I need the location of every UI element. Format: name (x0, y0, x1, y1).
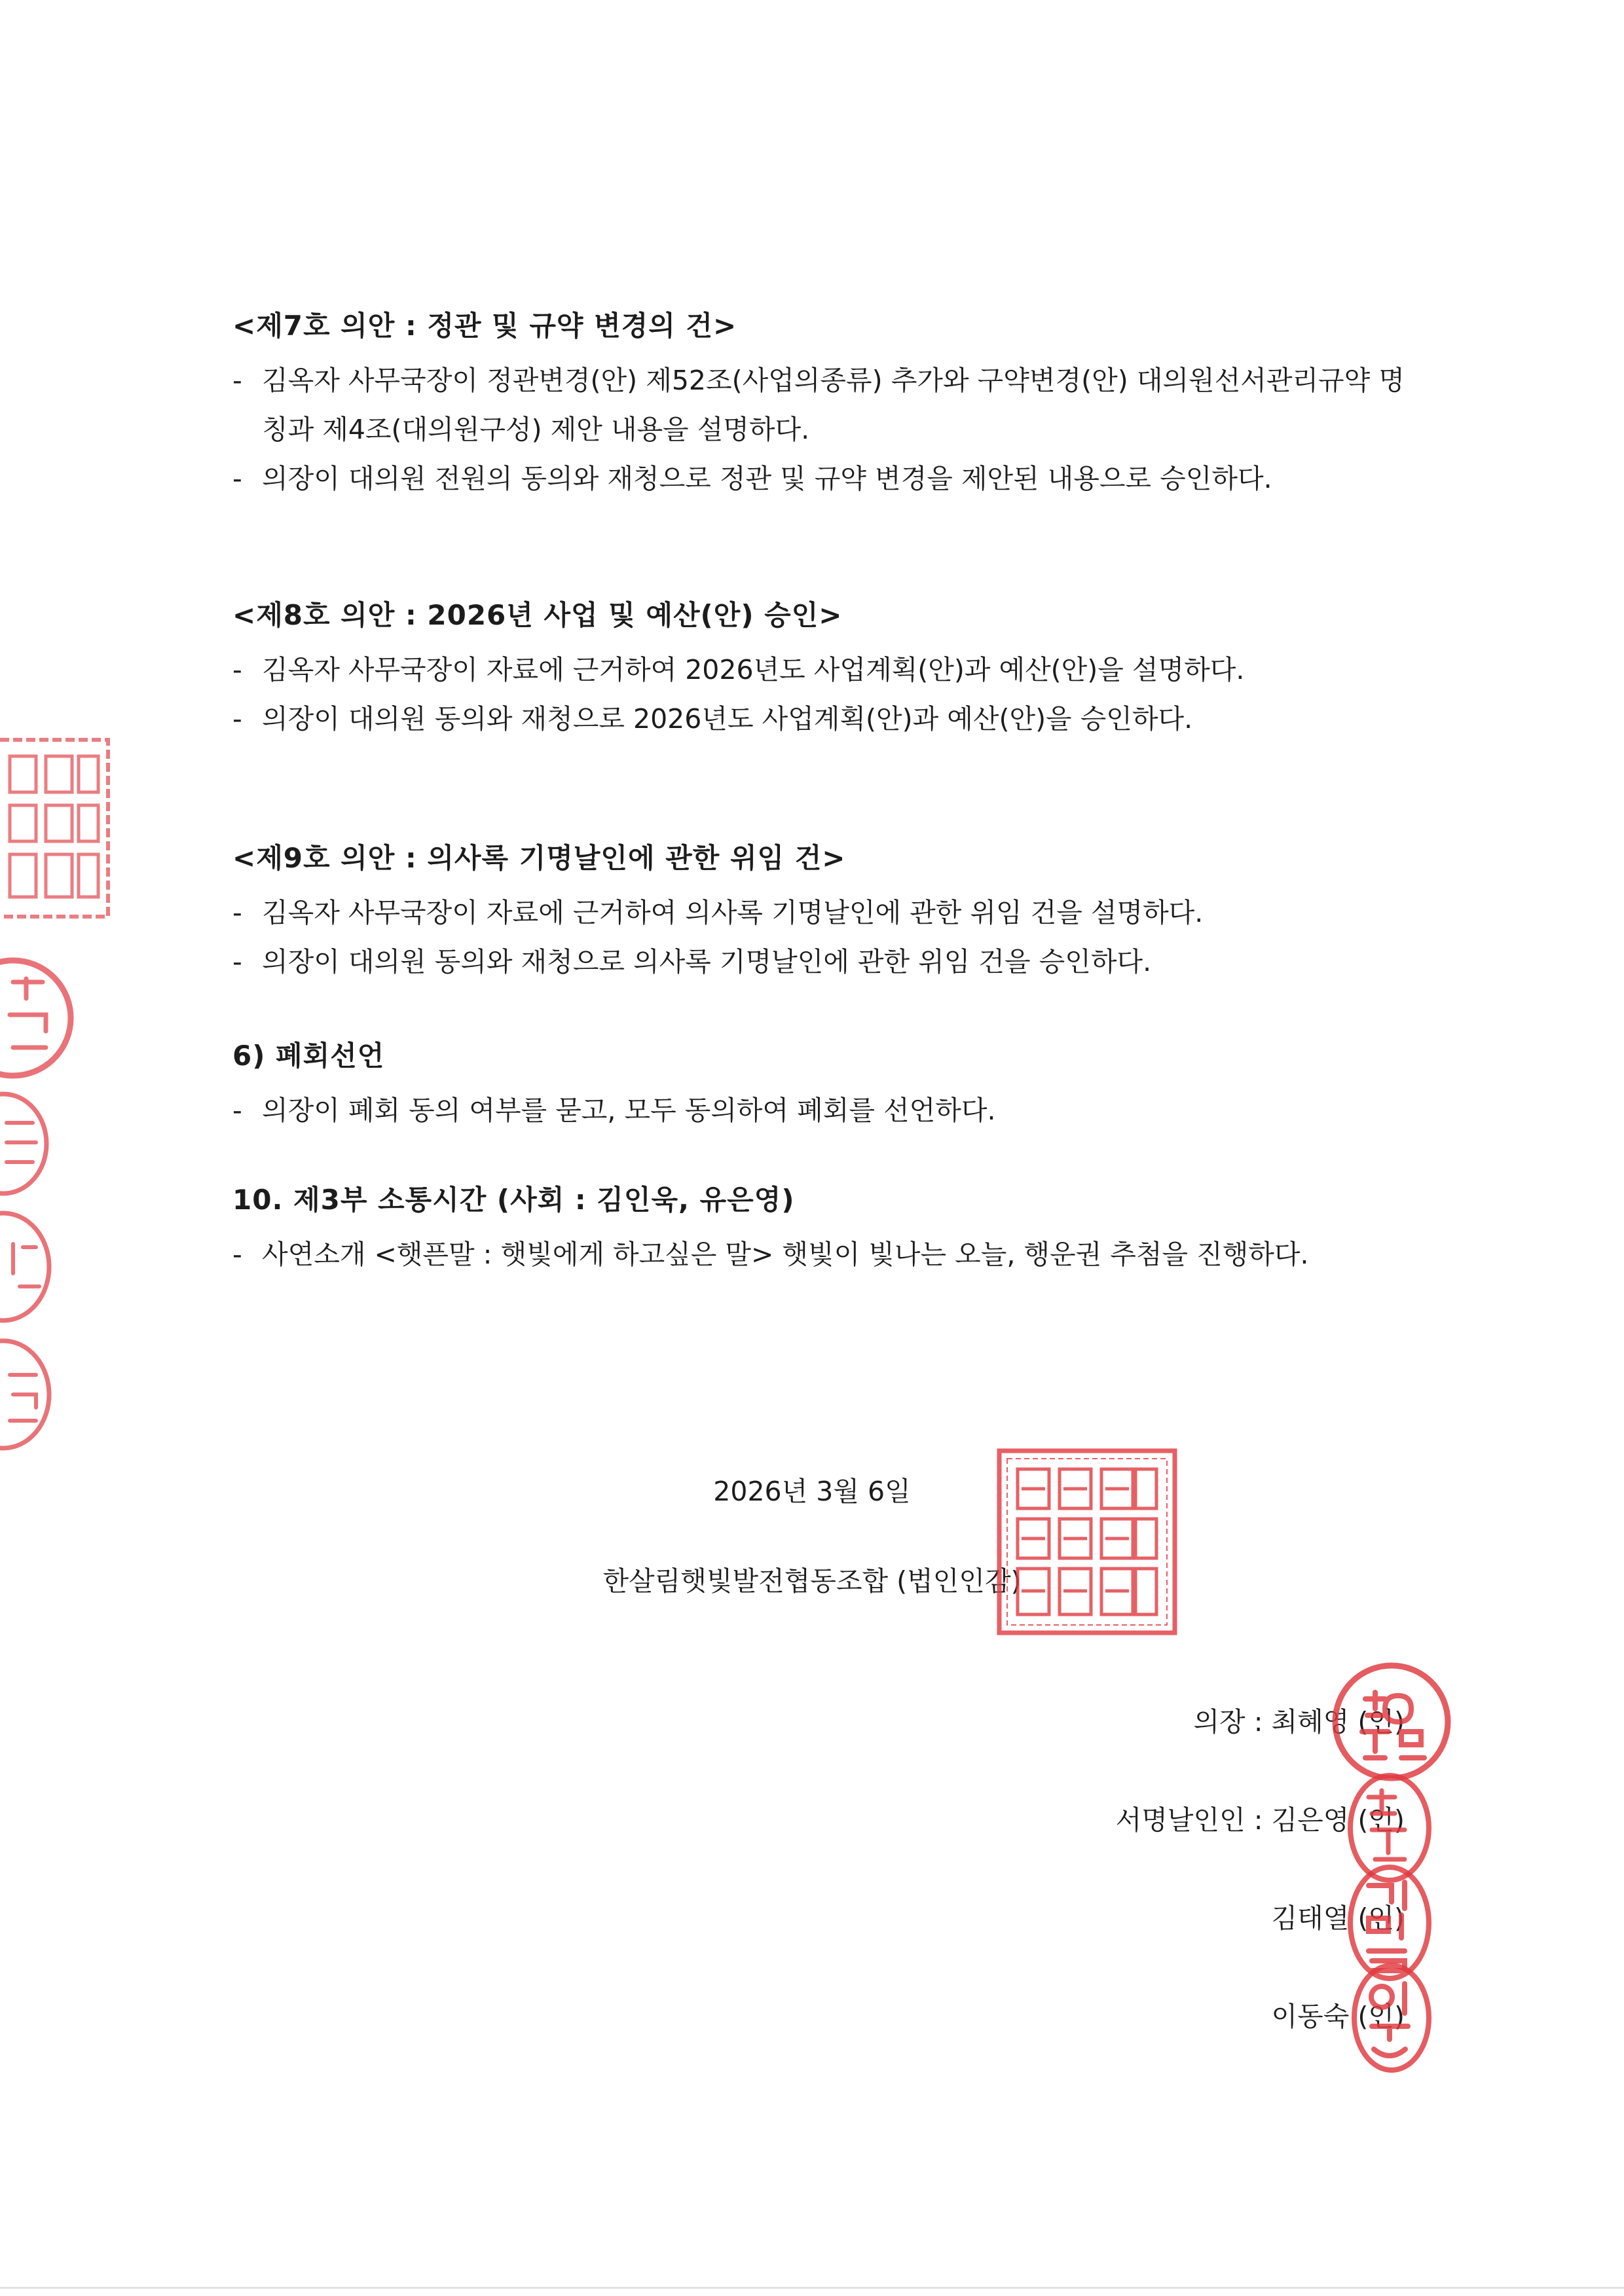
margin-square-seal-stamp (0, 733, 115, 930)
agenda-7 (232, 308, 1405, 503)
part3-item-1: - 사연소개 <햇픈말 : 햇빛에게 하고싶은 말> 햇빛이 빛나는 오늘, 행운권 추첨을 진행하다. (232, 1239, 1309, 1270)
signature-signer-1: 서명날인인 : 김은영 (인) (1115, 1804, 1405, 1836)
signer-3-seal-stamp (1349, 1961, 1434, 2075)
signature-signer-2: 김태열 (인) (1271, 1903, 1405, 1934)
organization-name: 한살림햇빛발전협동조합 (법인인감) (602, 1565, 1022, 1597)
page-bottom-edge (0, 2287, 1624, 2289)
part3-communication (232, 1182, 1405, 1279)
agenda-9-heading: <제9호 의안 : 의사록 기명날인에 관한 위임 건> (232, 842, 846, 874)
agenda-8 (232, 597, 1405, 744)
margin-round-seal-2-stamp (0, 1090, 52, 1198)
agenda-9-item-2: - 의장이 대의원 동의와 재청으로 의사록 기명날인에 관한 위임 건을 승인하다. (232, 946, 1152, 977)
signature-chair: 의장 : 최혜영 (인) (1193, 1706, 1405, 1738)
signature-signer-3: 이동숙 (인) (1271, 2001, 1405, 2032)
agenda-9 (232, 840, 1405, 987)
margin-round-seal-1-stamp (0, 953, 75, 1084)
agenda-8-item-2: - 의장이 대의원 동의와 재청으로 2026년도 사업계획(안)과 예산(안)을 승인하다. (232, 703, 1193, 735)
chair-seal-stamp (1329, 1660, 1454, 1784)
margin-round-seal-4-stamp (0, 1336, 56, 1453)
closing-heading: 6) 폐회선언 (232, 1040, 385, 1072)
part3-heading: 10. 제3부 소통시간 (사회 : 김인욱, 유은영) (232, 1184, 795, 1216)
agenda-9-item-1: - 김옥자 사무국장이 자료에 근거하여 의사록 기명날인에 관한 위임 건을 설명하다. (232, 897, 1204, 928)
margin-round-seal-3-stamp (0, 1208, 56, 1326)
closing-item-1: - 의장이 폐회 동의 여부를 묻고, 모두 동의하여 폐회를 선언하다. (232, 1095, 996, 1126)
agenda-8-item-1: - 김옥자 사무국장이 자료에 근거하여 2026년도 사업계획(안)과 예산(안)을 설명하다. (232, 654, 1245, 685)
agenda-7-item-2: - 의장이 대의원 전원의 동의와 재청으로 정관 및 규약 변경을 제안된 내용으로 승인하다. (232, 463, 1272, 494)
agenda-8-heading: <제8호 의안 : 2026년 사업 및 예산(안) 승인> (232, 599, 843, 631)
agenda-7-item-1: - 김옥자 사무국장이 정관변경(안) 제52조(사업의종류) 추가와 구약변경(안) 대의원선서관리규약 명칭과 제4조(대의원구성) 제안 내용을 설명하다. (232, 365, 1405, 445)
corporate-seal-stamp (995, 1447, 1179, 1637)
document-date: 2026년 3월 6일 (713, 1476, 911, 1507)
agenda-7-heading: <제7호 의안 : 정관 및 규약 변경의 건> (232, 310, 737, 342)
closing-declaration (232, 1038, 1405, 1135)
